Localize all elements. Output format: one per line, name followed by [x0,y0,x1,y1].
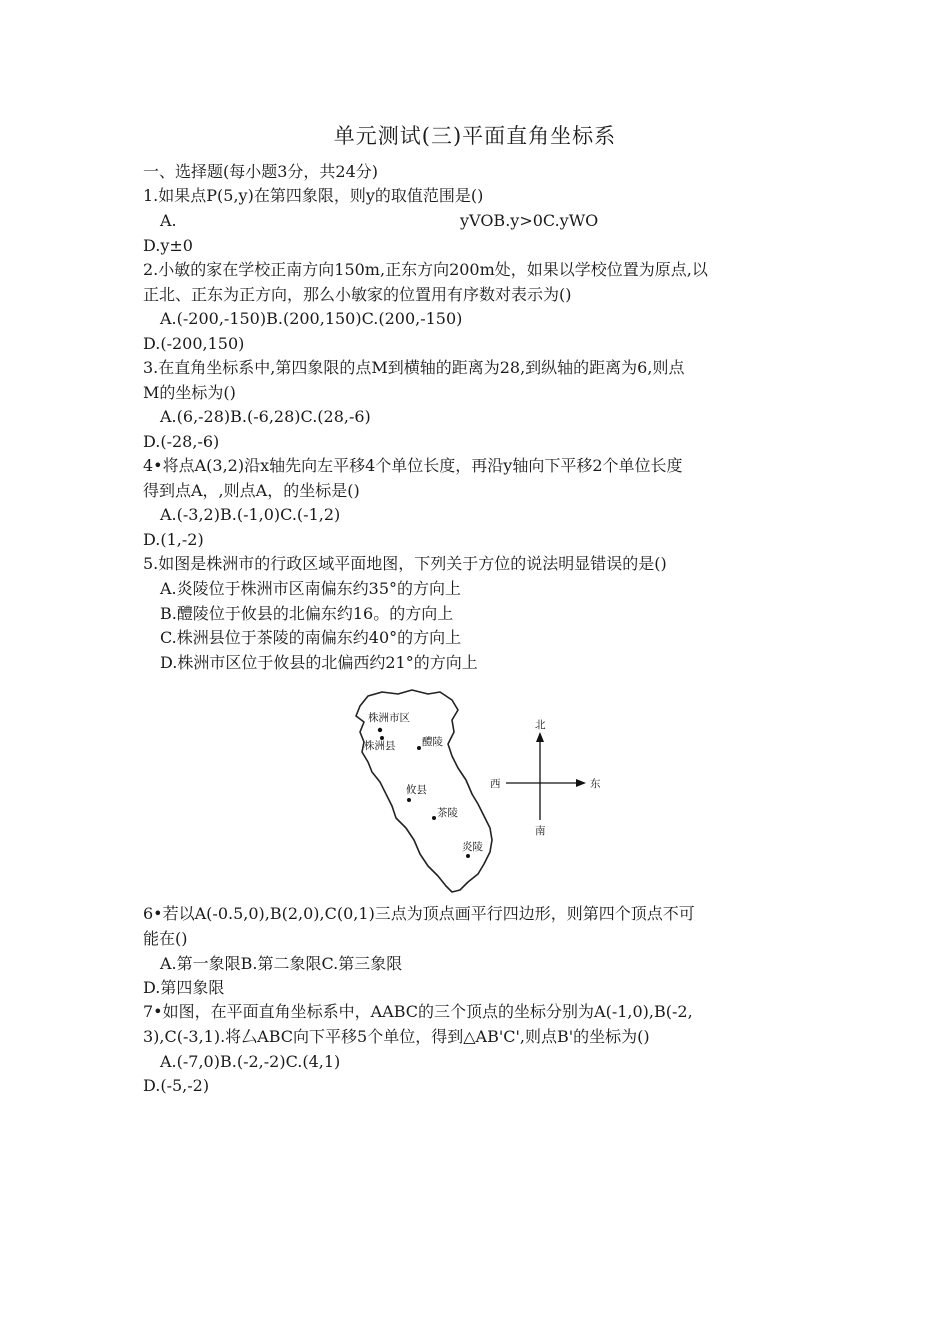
question-6-option-d: D.第四象限 [143,978,225,997]
question-2-options: A.(-200,-150)B.(200,150)C.(200,-150) [160,309,463,328]
compass-east-arrow [576,779,586,787]
compass-east-label: 东 [590,778,601,790]
question-3-stem-line1: 3.在直角坐标系中,第四象限的点M到横轴的距离为28,到纵轴的距离为6,则点 [143,358,685,377]
compass-south-label: 南 [535,825,546,837]
zhuzhou-city-dot [378,728,382,732]
question-5-option-c: C.株洲县位于茶陵的南偏东约40°的方向上 [160,628,462,647]
question-7-stem-line2: 3),C(-3,1).将厶ABC向下平移5个单位，得到△AB'C',则点B'的坐标为() [143,1027,650,1046]
question-2-stem-line1: 2.小敏的家在学校正南方向150m,正东方向200m处，如果以学校位置为原点,以 [143,260,708,279]
section-heading: 一、选择题(每小题3分，共24分) [143,162,379,181]
liling-dot [417,746,421,750]
question-7-option-d: D.(-5,-2) [143,1076,210,1095]
question-6-options: A.第一象限B.第二象限C.第三象限 [160,954,403,973]
chaling-dot [432,816,436,820]
compass-west-label: 西 [490,778,501,790]
question-4-stem-line1: 4•将点A(3,2)沿x轴先向左平移4个单位长度，再沿y轴向下平移2个单位长度 [143,456,683,475]
yanling-dot [466,854,470,858]
zhuzhou-city-label: 株洲市区 [368,712,410,724]
question-4-options: A.(-3,2)B.(-1,0)C.(-1,2) [160,505,341,524]
yanling-label: 炎陵 [462,841,483,853]
liling-label: 醴陵 [422,736,443,748]
question-1-options-rest: yVOB.y>0C.yWO [460,211,599,230]
chaling-label: 茶陵 [437,807,458,819]
question-7-stem-line1: 7•如图，在平面直角坐标系中，AABC的三个顶点的坐标分别为A(-1,0),B(-2, [143,1002,693,1021]
question-4-option-d: D.(1,-2) [143,530,204,549]
question-6-stem-line1: 6•若以A(-0.5,0),B(2,0),C(0,1)三点为顶点画平行四边形，则第四个顶点不可 [143,904,695,923]
question-2-option-d: D.(-200,150) [143,334,245,353]
compass-north-label: 北 [535,719,546,731]
question-6-stem-line2: 能在() [143,929,188,948]
question-3-options: A.(6,-28)B.(-6,28)C.(28,-6) [160,407,371,426]
youxian-label: 攸县 [406,784,427,796]
question-2-stem-line2: 正北、正东为正方向，那么小敏家的位置用有序数对表示为() [143,285,572,304]
question-1-stem: 1.如果点P(5,y)在第四象限，则y的取值范围是() [143,186,484,205]
question-1-option-d: D.y±0 [143,236,193,255]
question-5-option-a: A.炎陵位于株洲市区南偏东约35°的方向上 [160,579,462,598]
zhuzhou-county-label: 株洲县 [364,740,396,752]
question-1-option-a: A. [160,211,177,230]
question-3-stem-line2: M的坐标为() [143,383,236,402]
question-5-option-b: B.醴陵位于攸县的北偏东约16。的方向上 [160,604,454,623]
page-title: 单元测试(三)平面直角坐标系 [333,124,617,148]
compass-north-arrow [536,732,544,742]
zhuzhou-map-svg [340,686,610,898]
question-3-option-d: D.(-28,-6) [143,432,220,451]
question-5-option-d: D.株洲市区位于攸县的北偏西约21°的方向上 [160,653,478,672]
question-5-stem: 5.如图是株洲市的行政区域平面地图，下列关于方位的说法明显错误的是() [143,554,667,573]
question-4-stem-line2: 得到点A，,则点A，的坐标是() [143,481,360,500]
youxian-dot [407,798,411,802]
zhuzhou-map-figure [340,686,610,898]
question-7-options: A.(-7,0)B.(-2,-2)C.(4,1) [160,1052,341,1071]
